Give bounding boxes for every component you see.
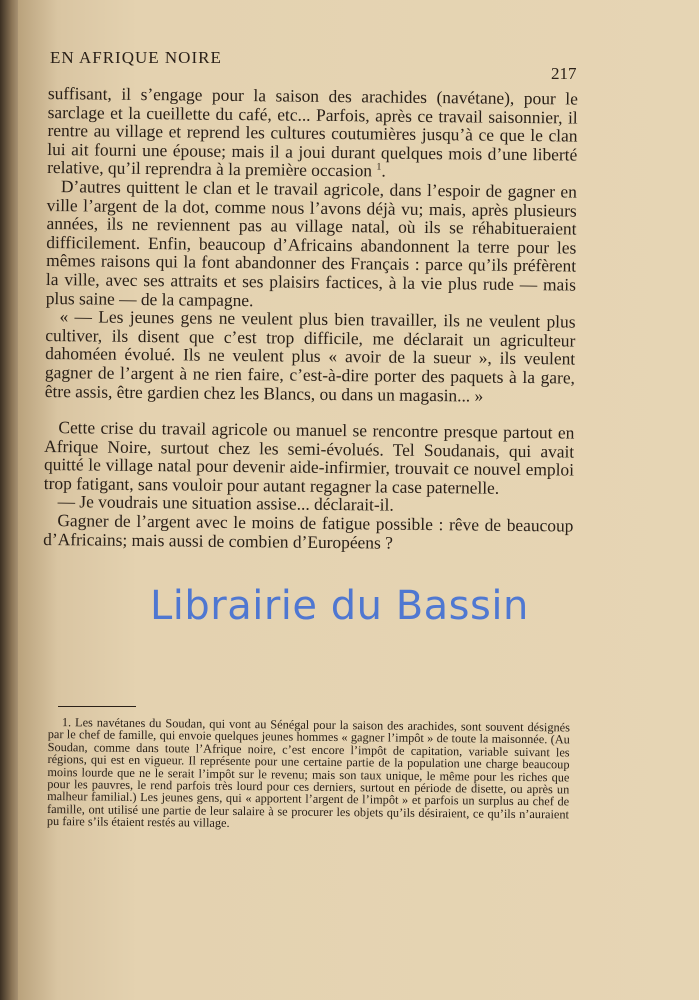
paragraph-1 xyxy=(47,84,578,183)
paragraph-4: Cette crise du travail agricole ou manuel se rencontre presque partout en Afrique Noire, surtout chez les semi-évolués. Tel Soudanais, qui avait quitté le village natal pour devenir aide-infirmier, trouvait ce nouvel emploi trop fatigant, sans vouloir pour autant regagner la case paternelle. xyxy=(43,417,575,498)
paragraph-6: Gagner de l’argent avec le moins de fatigue possible : rêve de beaucoup d’Africains; mais aussi de combien d’Européens ? xyxy=(43,510,574,553)
paragraph-3-quote: « — Les jeunes gens ne veulent plus bien travailler, ils ne veulent plus cultiver, ils disent que c’est trop difficile, me déclarait un agriculteur dahoméen évolué. Ils ne veulent plus « avoir de la sueur », ils veulent gagner de l’argent à ne rien faire, c’est-à-dire porter des paquets à la gare, être assis, être gardien chez les Blancs, ou dans un magasin... » xyxy=(44,306,576,406)
paragraph-1-text: suffisant, il s’engage pour la saison des arachides (navétane), pour le sarclage et la cueillette du café, etc... Parfois, après ce travail saisonnier, il rentre au village et reprend les cultures coutumières jusqu’à ce que le clan lui ait fourni une épouse; mais il a joui durant quelques mois d’une liberté relative, qu’il reprendra à la première occasion xyxy=(47,83,578,181)
paragraph-2: D’autres quittent le clan et le travail agricole, dans l’espoir de gagner en ville l’argent de la dot, comme nous l’avons déjà vu; mais, après plusieurs années, ils ne reviennent pas au village natal, où ils se réhabitueraient difficilement. Enfin, beaucoup d’Africains abandonnent la terre pour les mêmes raisons qui la font abandonner des Français : parce qu’ils préfèrent la ville, avec ses attraits et ses plaisirs factices, à la vie plus rude — mais plus saine — de la campagne. xyxy=(45,176,578,310)
footnote-text: 1. Les navétanes du Soudan, qui vont au Sénégal pour la saison des arachides, sont souvent désignés par le chef de famille, qui envoie quelques jeunes hommes « gagner l’impôt » de toute la maisonnée. (Au Soudan, comme dans toute l’Afrique noire, c’est encore l’impôt de capitation, variable suivant les régions, qui est en vigueur. Il représente pour une certaine partie de la population une charge beaucoup moins lourde que ne le serait l’impôt sur le revenu; mais son taux unique, le même pour les riches que pour les pauvres, le rend parfois très lourd pour ces derniers, surtout en période de disette, ou après un malheur familial.) Les jeunes gens, qui « apportent l’argent de l’impôt » et parfois un surplus au chef de famille, ont utilisé une partie de leur salaire à se procurer les objets qu’ils désiraient, ce qu’ils n’auraient pu faire s’ils étaient restés au village. xyxy=(46,715,570,831)
footnote xyxy=(47,716,570,833)
running-head: EN AFRIQUE NOIRE xyxy=(50,48,222,67)
footnote-divider xyxy=(58,706,136,707)
paragraph-1-end: . xyxy=(381,160,386,181)
book-page xyxy=(18,0,699,1000)
body-text xyxy=(43,84,578,554)
footnote-reference: 1 xyxy=(376,162,382,174)
paragraph-5-quote: — Je voudrais une situation assise... déclarait-il. xyxy=(57,491,394,516)
watermark-logo-text: Librairie du Bassin xyxy=(150,583,529,629)
page-number: 217 xyxy=(551,64,577,83)
